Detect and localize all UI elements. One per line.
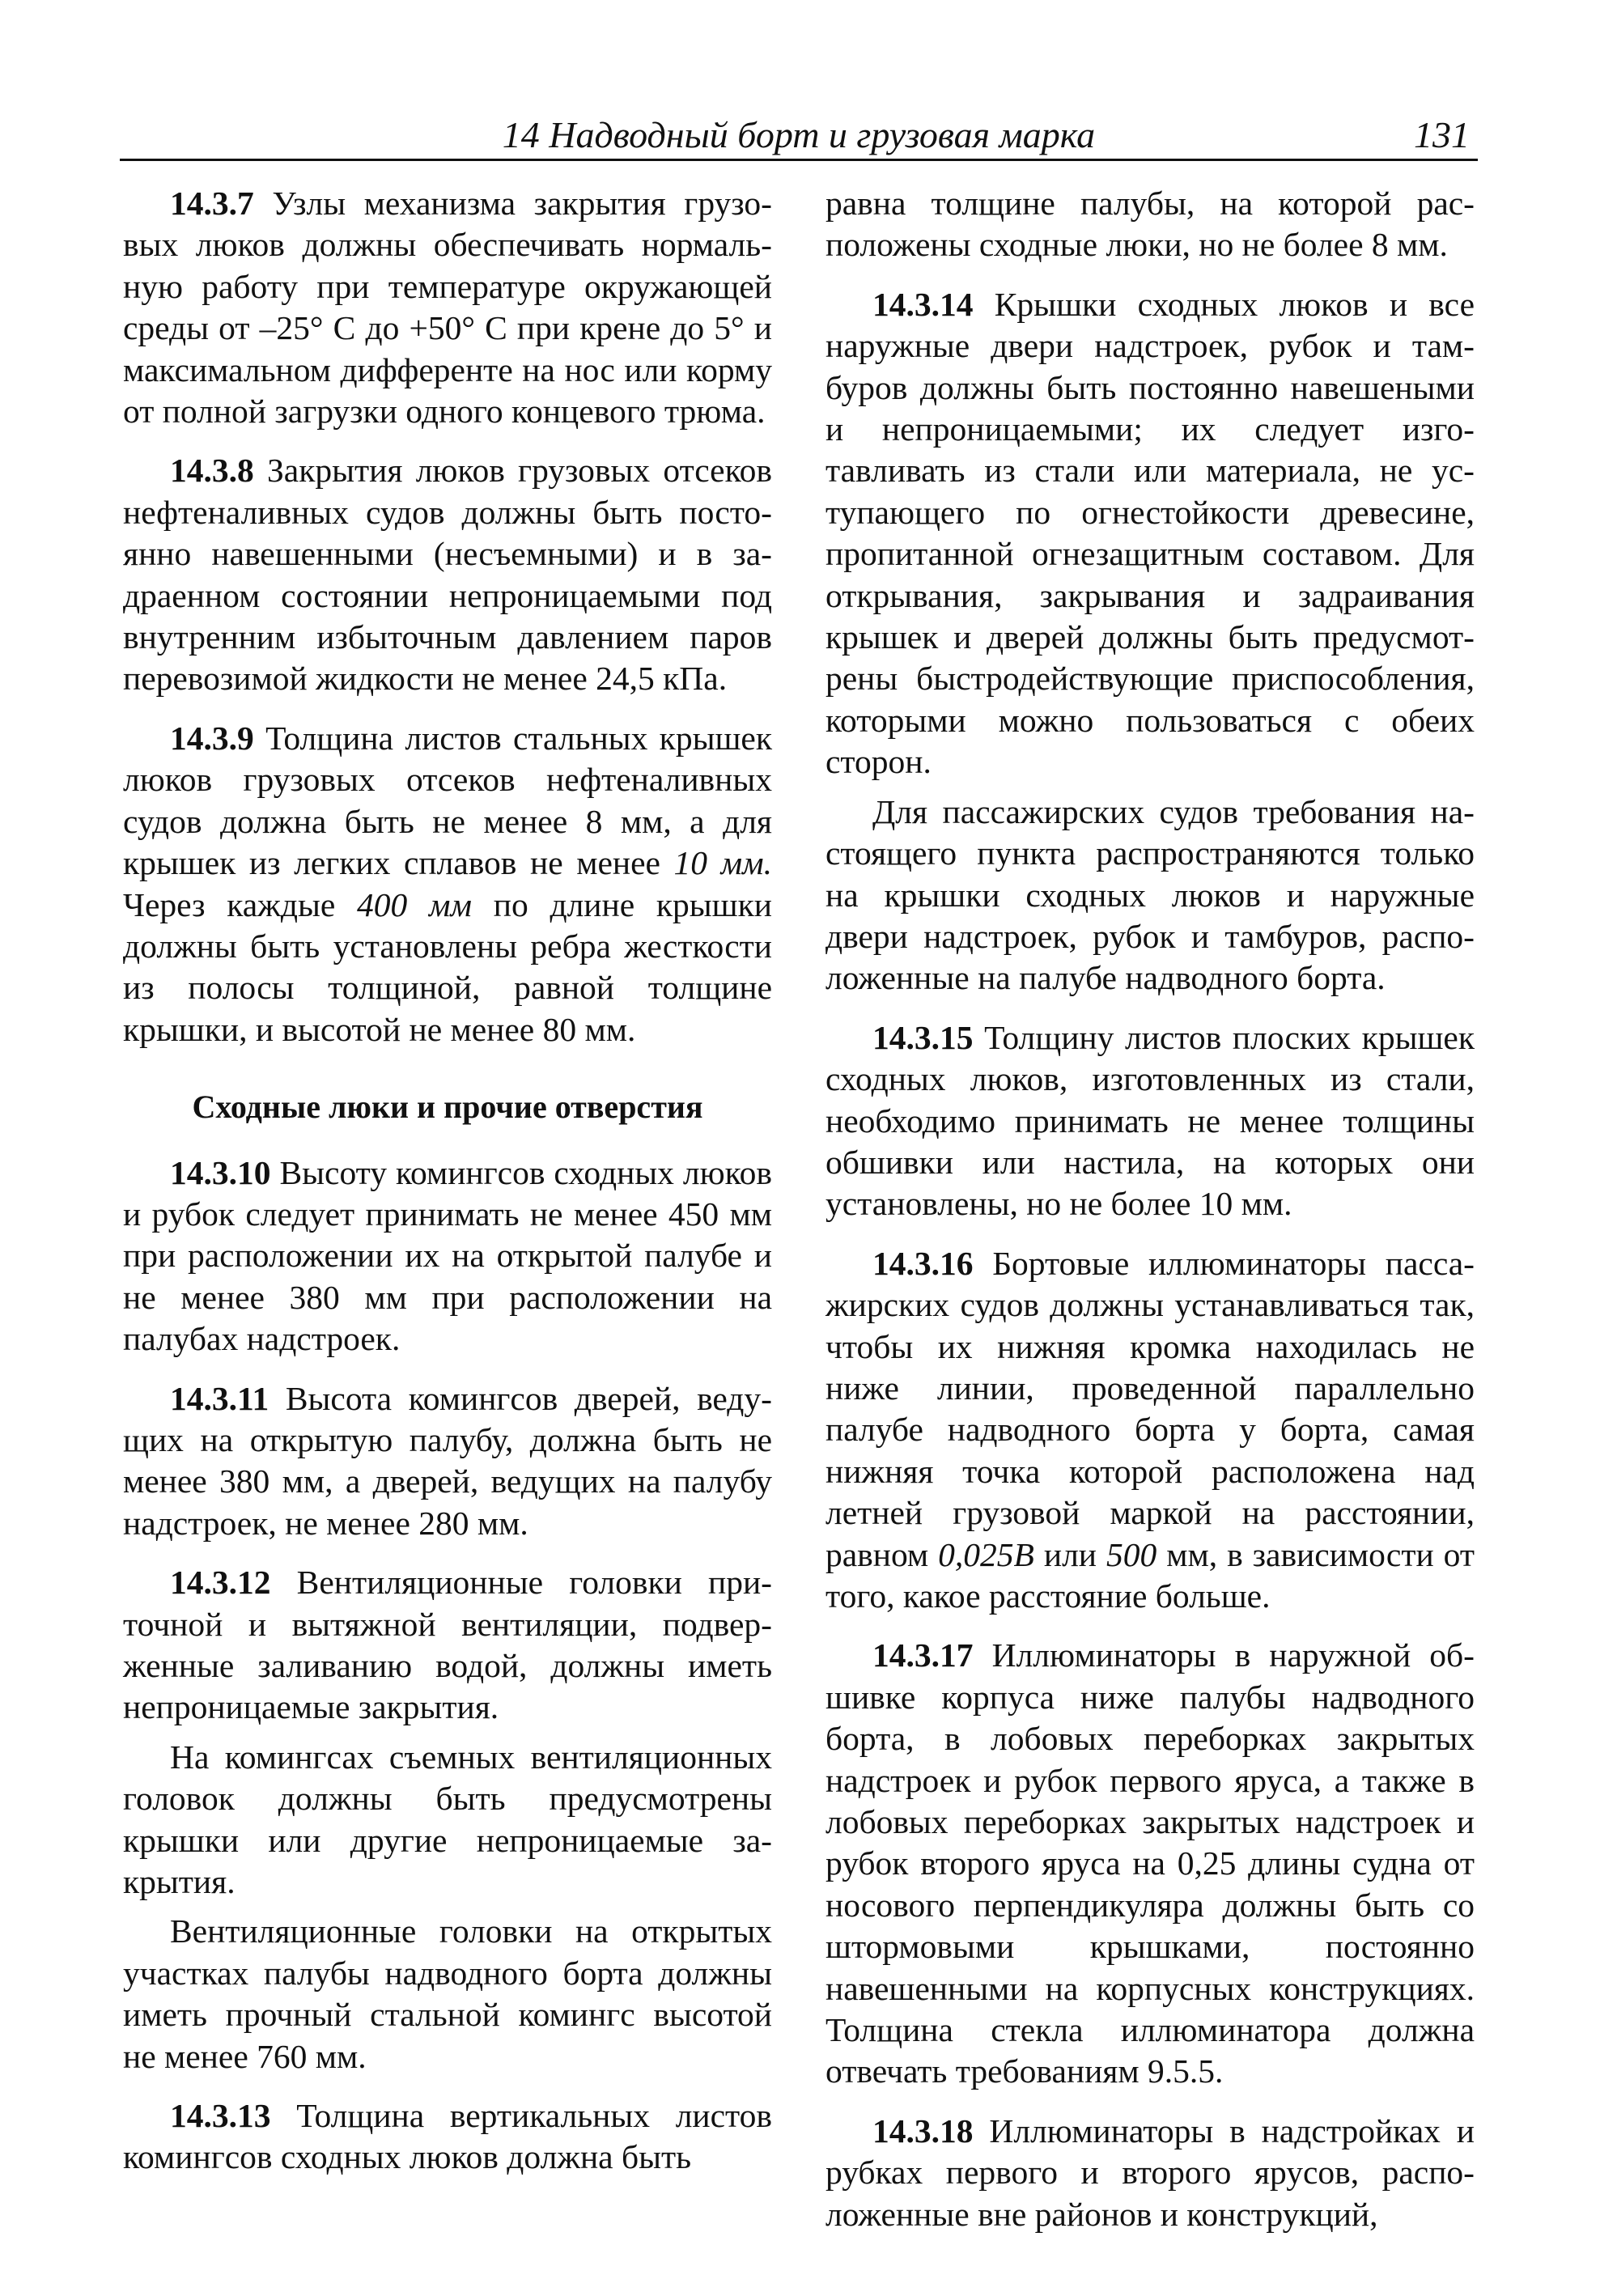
paragraph-14-3-14 [825,284,1475,783]
clause-text-italic: 500 [1106,1535,1157,1573]
running-title: 14 Надводный борт и грузовая марка [502,114,1096,155]
left-column [123,183,772,2196]
clause-number: 14.3.15 [872,1018,974,1056]
clause-text: Иллюминаторы в наружной обшивке корпуса ниже палубы надводного борта, в лобовых переборках закрытых надстроек и рубок первого яруса, а также в лобовых переборках закрытых надстроек и рубок второго яруса на 0,25 длины судна от носового перпендикуляра должны быть со штормовыми крышками, постоянно навешенными на корпусных конструкциях. Толщина стекла иллюминатора должна отвечать требованиям 9.5.5. [825,1636,1475,2090]
clause-number: 14.3.10 [170,1153,271,1191]
paragraph-14-3-12-b: На комингсах съемных вентиляционных головок должны быть предусмотрены крышки или другие непроницаемые закрытия. [123,1738,772,1901]
clause-number: 14.3.18 [872,2111,974,2150]
clause-number: 14.3.17 [872,1636,974,1674]
clause-text: мм, в зависимости от того, какое расстояние больше. [825,1535,1475,1615]
clause-number: 14.3.14 [872,285,974,323]
paragraph-14-3-8 [123,450,772,699]
clause-text-italic: 0,025B [938,1535,1034,1573]
paragraph-14-3-10 [123,1152,772,1360]
paragraph-14-3-7 [123,183,772,432]
paragraph-14-3-13 [123,2095,772,2179]
paragraph-14-3-11 [123,1378,772,1545]
paragraph-14-3-12 [123,1562,772,1729]
clause-text: Через каждые [123,885,358,923]
clause-text-italic: 400 мм [357,885,472,923]
clause-number: 14.3.11 [170,1379,269,1417]
clause-number: 14.3.13 [170,2097,271,2135]
paragraph-14-3-13-continued: равна толщине палубы, на которой расположены сходные люки, но не более 8 мм. [825,185,1475,264]
paragraph-14-3-14-b: Для пассажирских судов требования настоящего пункта распространяются только на крышки сходных люков и наружные двери надстроек, рубок и тамбуров, расположенные на палубе надводного борта. [825,792,1475,997]
clause-text: Вентиляционные головки приточной и вытяжной вентиляции, подверженные заливанию водой, должны иметь непроницаемые закрытия. [123,1564,772,1726]
clause-number: 14.3.16 [872,1244,974,1282]
clause-text: или [1033,1535,1106,1573]
paragraph-14-3-9 [123,718,772,1050]
paragraph-14-3-15 [825,1017,1475,1225]
clause-text: Крышки сходных люков и все наружные двери надстроек, рубок и тамбуров должны быть постоянно навешеными и непроницаемыми; их следует изготавливать из стали или материала, не уступающего по огнестойкости древесине, пропитанной огнезащитным составом. Для открывания, закрывания и задраивания крышек и дверей должны быть предусмотрены быстродействующие приспособления, которыми можно пользоваться с обеих сторон. [825,285,1475,781]
clause-text: Узлы механизма закрытия грузовых люков должны обеспечивать нормальную работу при температуре окружающей среды от –25° С до +50° С при крене до 5° и максимальном дифференте на нос или корму от полной загрузки одного концевого трюма. [123,185,772,431]
clause-text: Толщина листов стальных крышек люков грузовых отсеков нефтеналивных судов должна быть не менее 8 мм, а для крышек из легких сплавов не менее [123,719,772,882]
clause-number: 14.3.12 [170,1564,271,1602]
clause-text: Иллюминаторы в надстройках и рубках первого и второго ярусов, расположенные вне районов и конструкций, [825,2111,1475,2233]
paragraph-14-3-18 [825,2111,1475,2235]
clause-text: Толщина вертикальных листов комингсов сходных люков должна быть [123,2097,772,2176]
clause-number: 14.3.7 [170,185,254,222]
section-heading: Сходные люки и прочие отверстия [192,1089,703,1126]
clause-text: Высота комингсов дверей, ведущих на открытую палубу, должна быть не менее 380 мм, а дверей, ведущих на палубу надстроек, не менее 280 мм. [123,1379,772,1542]
clause-text: Высоту комингсов сходных люков и рубок следует принимать не менее 450 мм при расположении их на открытой палубе и не менее 380 мм при расположении на палубах надстроек. [123,1153,772,1358]
page-header [120,112,1478,161]
right-column [825,183,1475,2253]
clause-text: Толщину листов плоских крышек сходных люков, изготовленных из стали, необходимо принимать не менее толщины обшивки или настила, на которых они установлены, но не более 10 мм. [825,1018,1475,1223]
clause-text-italic: 10 мм. [673,844,772,882]
paragraph-14-3-12-c: Вентиляционные головки на открытых участках палубы надводного борта должны иметь прочный стальной комингс высотой не менее 760 мм. [123,1912,772,2075]
clause-number: 14.3.9 [170,719,254,757]
page-number: 131 [1414,114,1470,155]
clause-text: Закрытия люков грузовых отсеков нефтеналивных судов должны быть постоянно навешенными (несъемными) и в задраенном состоянии непроницаемыми под внутренним избыточным давлением паров перевозимой жидкости не менее 24,5 кПа. [123,452,772,698]
clause-text: Бортовые иллюминаторы пассажирских судов должны устанавливаться так, чтобы их нижняя кромка находилась не ниже линии, проведенной параллельно палубе надводного борта у борта, самая нижняя точка которой расположена над летней грузовой маркой на расстоянии, равном [825,1244,1475,1573]
clause-number: 14.3.8 [170,452,254,490]
paragraph-14-3-17 [825,1635,1475,2092]
clause-text: по длине крышки должны быть установлены ребра жесткости из полосы толщиной, равной толщине крышки, и высотой не менее 80 мм. [123,885,772,1048]
paragraph-14-3-16 [825,1243,1475,1618]
